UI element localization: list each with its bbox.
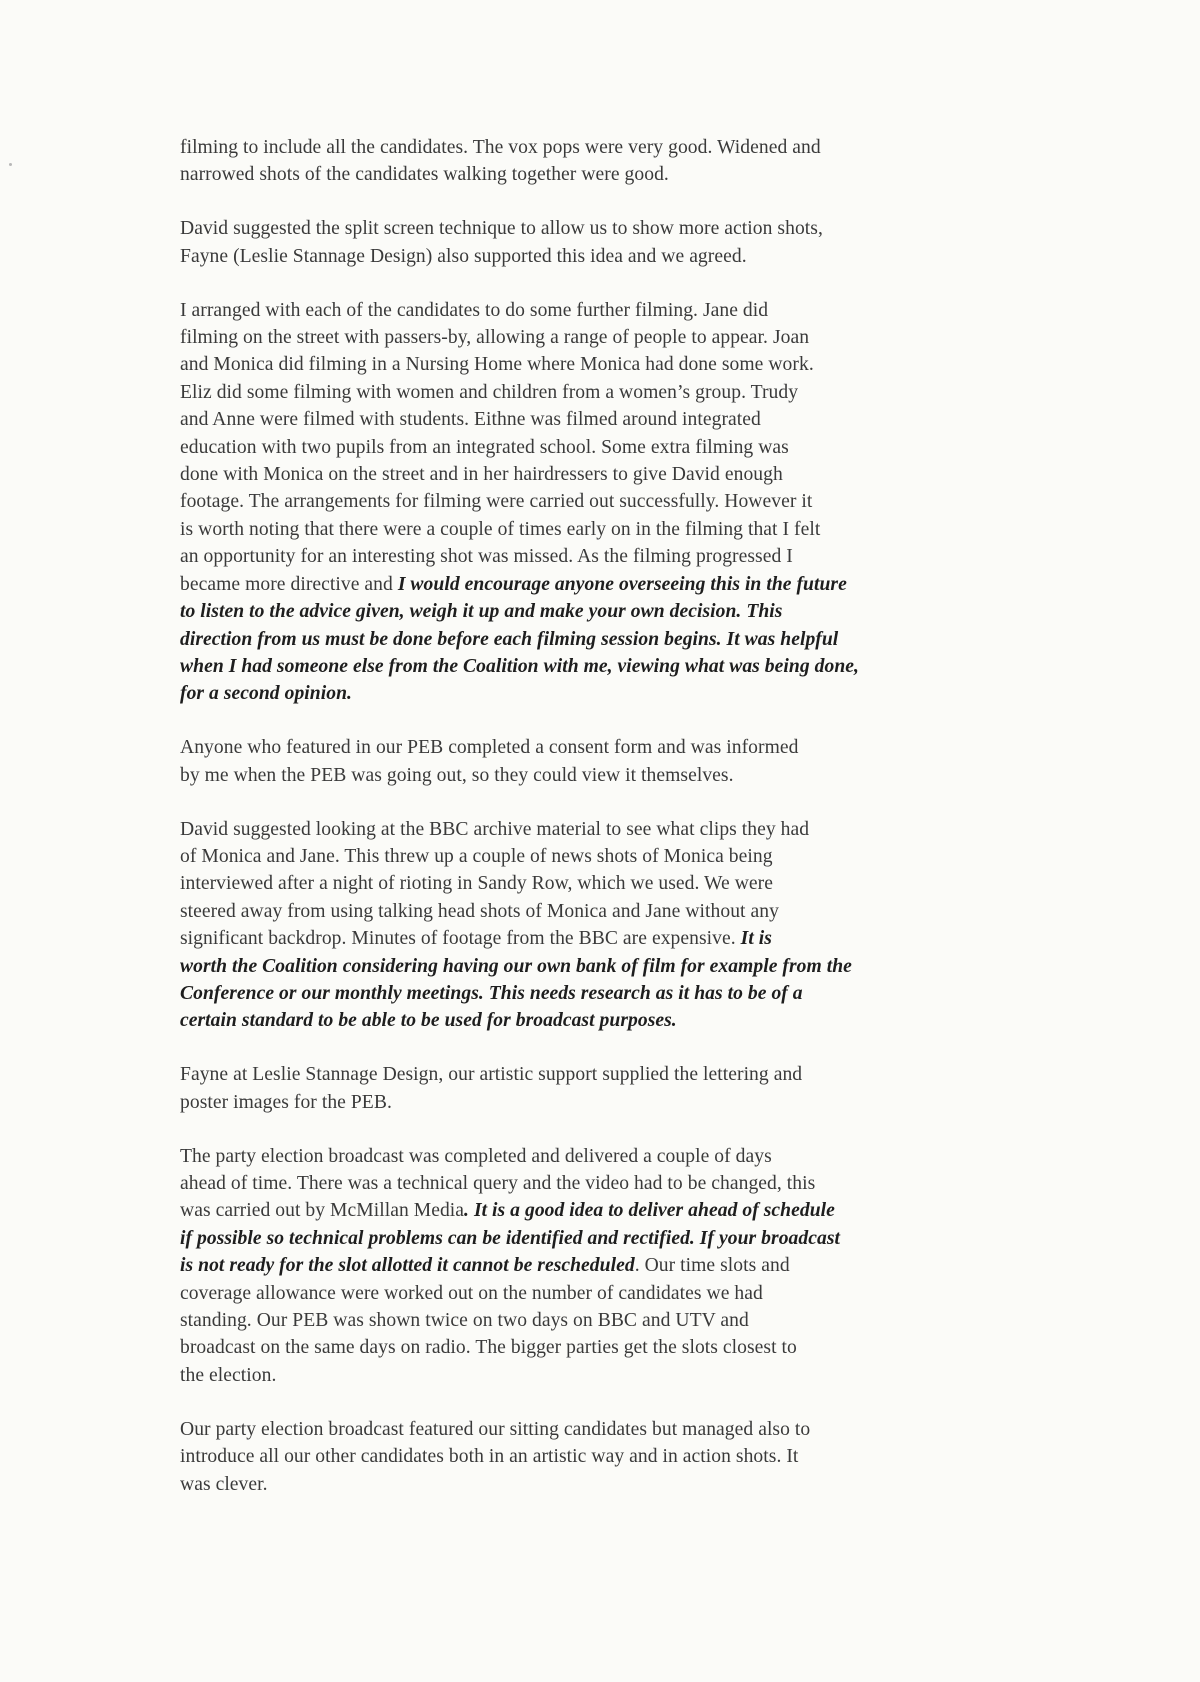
text-line — [180, 406, 1030, 433]
body-text: narrowed shots of the candidates walking together were good. — [180, 164, 669, 186]
emphasis-text: . It is a good idea to deliver ahead of schedule — [464, 1200, 835, 1222]
emphasis-text: when I had someone else from the Coalition with me, viewing what was being done, — [180, 655, 859, 677]
body-text: The party election broadcast was completed and delivered a couple of days — [180, 1145, 772, 1167]
text-line — [180, 297, 1030, 324]
text-line — [180, 1197, 1030, 1224]
text-line — [180, 843, 1030, 870]
text-line — [180, 324, 1030, 351]
body-text: Our party election broadcast featured our sitting candidates but managed also to — [180, 1418, 811, 1440]
body-text: introduce all our other candidates both in an artistic way and in action shots. It — [180, 1446, 799, 1468]
body-text: David suggested the split screen technique to allow us to show more action shots, — [180, 218, 823, 240]
paragraph — [180, 297, 1030, 708]
body-text: footage. The arrangements for filming were carried out successfully. However it — [180, 491, 813, 513]
text-line — [180, 734, 1030, 761]
body-text: filming to include all the candidates. The vox pops were very good. Widened and — [180, 137, 821, 158]
text-line — [180, 980, 1030, 1007]
body-text: poster images for the PEB. — [180, 1091, 392, 1113]
body-text: the election. — [180, 1364, 277, 1386]
paragraph — [180, 134, 1030, 189]
text-line — [180, 243, 1030, 270]
text-line — [180, 1143, 1030, 1170]
emphasis-text: to listen to the advice given, weigh it up and make your own decision. This — [180, 601, 783, 623]
body-text: steered away from using talking head shots of Monica and Jane without any — [180, 900, 779, 922]
emphasis-text: for a second opinion. — [180, 683, 352, 705]
body-text: ahead of time. There was a technical query and the video had to be changed, this — [180, 1173, 816, 1194]
text-line — [180, 434, 1030, 461]
text-line — [180, 1007, 1030, 1034]
body-text: . Our time slots and — [634, 1255, 790, 1277]
emphasis-text: direction from us must be done before each filming session begins. It was helpful — [180, 628, 839, 650]
text-line — [180, 461, 1030, 488]
text-line — [180, 1225, 1030, 1252]
text-line — [180, 488, 1030, 515]
text-line — [180, 762, 1030, 789]
text-line — [180, 1471, 1030, 1498]
emphasis-text: Conference or our monthly meetings. This needs research as it has to be of a — [180, 982, 803, 1004]
text-line — [180, 571, 1030, 598]
body-text: broadcast on the same days on radio. The bigger parties get the slots closest to — [180, 1337, 797, 1359]
text-line — [180, 1252, 1030, 1279]
text-line — [180, 1307, 1030, 1334]
text-line — [180, 379, 1030, 406]
paragraph — [180, 734, 1030, 789]
text-line — [180, 653, 1030, 680]
emphasis-text: It is — [740, 928, 772, 950]
text-line — [180, 543, 1030, 570]
body-text: done with Monica on the street and in her hairdressers to give David enough — [180, 464, 783, 486]
body-text: and Monica did filming in a Nursing Home where Monica had done some work. — [180, 354, 814, 376]
text-line — [180, 351, 1030, 378]
emphasis-text: worth the Coalition considering having our own bank of film for example from the — [180, 955, 852, 977]
document-body — [180, 134, 1030, 1524]
paragraph — [180, 1061, 1030, 1116]
text-line — [180, 870, 1030, 897]
paragraph — [180, 215, 1030, 270]
body-text: and Anne were filmed with students. Eithne was filmed around integrated — [180, 409, 761, 431]
paragraph — [180, 1143, 1030, 1390]
text-line — [180, 598, 1030, 625]
body-text: by me when the PEB was going out, so they could view it themselves. — [180, 764, 734, 786]
emphasis-text: if possible so technical problems can be identified and rectified. If your broadcast — [180, 1227, 840, 1249]
text-line — [180, 215, 1030, 242]
body-text: of Monica and Jane. This threw up a couple of news shots of Monica being — [180, 845, 773, 867]
emphasis-text: I would encourage anyone overseeing this in the future — [397, 573, 847, 595]
text-line — [180, 1280, 1030, 1307]
text-line — [180, 1443, 1030, 1470]
text-line — [180, 626, 1030, 653]
text-line — [180, 1089, 1030, 1116]
body-text: significant backdrop. Minutes of footage from the BBC are expensive. — [180, 928, 741, 950]
text-line — [180, 1061, 1030, 1088]
text-line — [180, 134, 1030, 161]
body-text: is worth noting that there were a couple of times early on in the filming that I felt — [180, 518, 821, 540]
text-line — [180, 161, 1030, 188]
body-text: coverage allowance were worked out on the number of candidates we had — [180, 1282, 763, 1304]
body-text: Fayne at Leslie Stannage Design, our artistic support supplied the lettering and — [180, 1064, 803, 1086]
body-text: education with two pupils from an integrated school. Some extra filming was — [180, 436, 789, 458]
body-text: became more directive and — [180, 573, 398, 595]
body-text: I arranged with each of the candidates to do some further filming. Jane did — [180, 299, 769, 321]
body-text: Fayne (Leslie Stannage Design) also supported this idea and we agreed. — [180, 245, 747, 267]
text-line — [180, 1170, 1030, 1197]
body-text: David suggested looking at the BBC archive material to see what clips they had — [180, 818, 810, 840]
body-text: Eliz did some filming with women and children from a women’s group. Trudy — [180, 381, 799, 403]
body-text: was carried out by McMillan Media — [180, 1200, 465, 1222]
paragraph — [180, 816, 1030, 1035]
emphasis-text: certain standard to be able to be used for broadcast purposes. — [180, 1010, 677, 1032]
text-line — [180, 680, 1030, 707]
text-line — [180, 898, 1030, 925]
text-line — [180, 925, 1030, 952]
body-text: interviewed after a night of rioting in Sandy Row, which we used. We were — [180, 873, 773, 895]
text-line — [180, 1334, 1030, 1361]
emphasis-text: is not ready for the slot allotted it cannot be rescheduled — [180, 1255, 635, 1277]
paragraph — [180, 1416, 1030, 1498]
text-line — [180, 953, 1030, 980]
body-text: Anyone who featured in our PEB completed a consent form and was informed — [180, 737, 799, 759]
text-line — [180, 1416, 1030, 1443]
body-text: an opportunity for an interesting shot was missed. As the filming progressed I — [180, 546, 793, 568]
text-line — [180, 516, 1030, 543]
text-line — [180, 1362, 1030, 1389]
body-text: was clever. — [180, 1473, 268, 1495]
body-text: filming on the street with passers-by, allowing a range of people to appear. Joan — [180, 327, 810, 349]
scan-speck — [9, 163, 12, 166]
body-text: standing. Our PEB was shown twice on two days on BBC and UTV and — [180, 1310, 749, 1332]
text-line — [180, 816, 1030, 843]
